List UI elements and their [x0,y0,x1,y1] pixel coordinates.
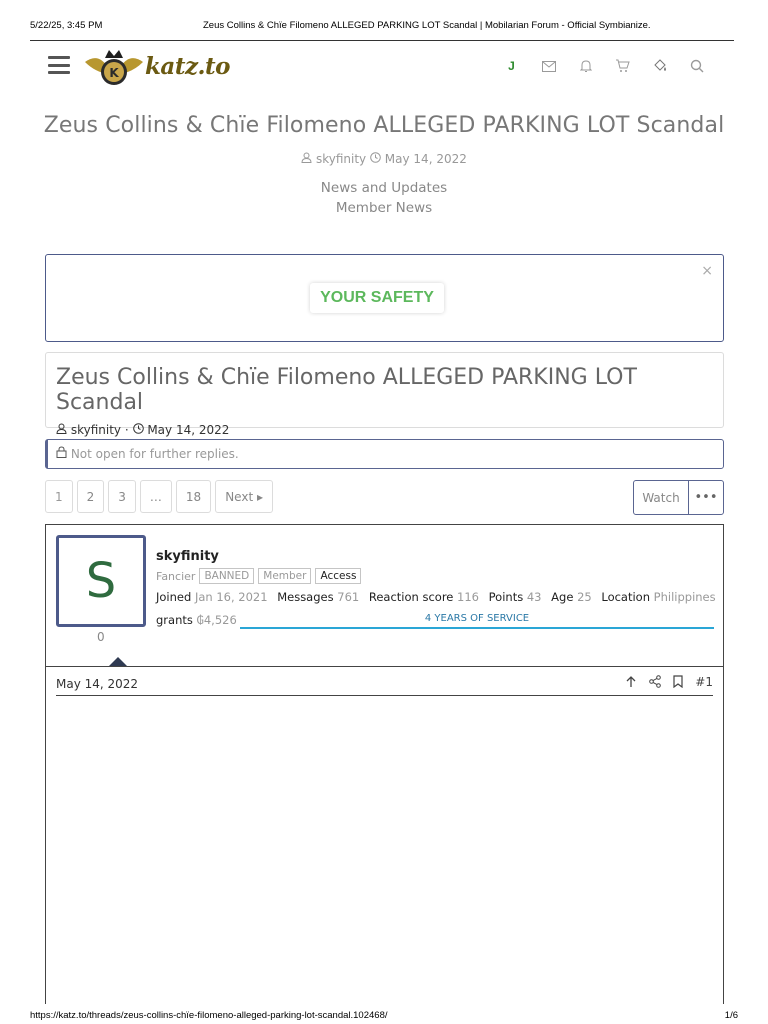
print-page-number: 1/6 [724,1010,738,1021]
ad-banner [45,254,724,342]
your-safety-button[interactable]: YOUR SAFETY [310,283,444,313]
messages-value: 761 [337,590,360,604]
site-header [45,44,723,94]
mail-icon[interactable] [530,56,567,76]
post-divider [46,666,723,667]
hero-title: Zeus Collins & Chïe Filomeno ALLEGED PARKING LOT Scandal [43,113,725,138]
site-logo[interactable] [81,44,241,92]
print-datetime: 5/22/25, 3:45 PM [30,20,103,31]
post-header-rule [56,695,713,696]
joined-value: Jan 16, 2021 [194,590,268,604]
category-link-member-news[interactable]: Member News [335,200,433,216]
page-button-18[interactable]: 18 [176,480,211,513]
grants-value: ₲4,526 [196,613,237,627]
print-header-rule [30,40,734,41]
grants-label: grants [156,613,193,627]
service-banner: 4 YEARS OF SERVICE [424,613,530,624]
page-button-2[interactable]: 2 [77,480,105,513]
page-button-3[interactable]: 3 [108,480,136,513]
reaction-label: Reaction score [368,590,454,604]
paint-bucket-icon[interactable] [641,56,678,76]
print-url: https://katz.to/threads/zeus-collins-chïe-filomeno-alleged-parking-lot-scandal.102468/ [30,1010,388,1021]
points-value: 43 [526,590,542,604]
thread-date-link[interactable]: May 14, 2022 [147,423,230,437]
print-header [0,0,768,42]
grants-row [156,613,716,629]
pagination [45,480,273,513]
post-date-link[interactable]: May 14, 2022 [56,677,139,691]
header-icon-bar [493,56,715,76]
locked-notice [45,439,724,469]
thread-title-card [45,352,724,437]
badge-banned: BANNED [199,568,254,584]
locked-notice-text: Not open for further replies. [70,447,239,461]
location-value: Philippines [653,590,716,604]
thread-actions [633,480,724,515]
age-value: 25 [577,590,592,604]
thread-meta [56,423,713,437]
page-jump-ellipsis[interactable]: … [140,480,172,513]
svg-text:K: K [109,66,119,80]
bookmark-icon[interactable] [673,675,683,692]
watch-button[interactable]: Watch [634,481,689,514]
user-icon [56,423,71,437]
bell-icon[interactable] [567,56,604,76]
post-1 [45,524,724,1004]
badge-access: Access [315,568,361,584]
reaction-value: 116 [457,590,479,604]
user-info [156,549,716,629]
points-label: Points [488,590,524,604]
logo-text: katz.to [145,53,230,80]
search-icon[interactable] [678,56,715,76]
close-icon[interactable]: × [701,263,713,279]
post-number-link[interactable]: #1 [695,675,713,689]
hero-meta [0,152,768,166]
user-title-row [156,568,716,584]
print-doc-title: Zeus Collins & Chïe Filomeno ALLEGED PARKING LOT Scandal | Mobilarian Forum - Official Symbianize. [203,20,651,31]
category-link-news-updates[interactable]: News and Updates [320,180,448,196]
lock-icon [56,447,71,461]
age-label: Age [551,590,574,604]
thread-title: Zeus Collins & Chïe Filomeno ALLEGED PARKING LOT Scandal [56,365,637,415]
hero-date[interactable]: May 14, 2022 [384,152,467,166]
user-title: Fancier [156,569,196,583]
user-icon [301,152,316,166]
clock-icon [370,152,385,166]
thread-hero [0,113,768,218]
service-banner-line [240,627,714,629]
meta-separator: · [124,423,129,437]
post-actions [625,675,713,692]
menu-icon[interactable] [48,56,70,74]
user-avatar-initial[interactable]: J [508,59,515,73]
location-label: Location [601,590,650,604]
hero-categories [0,178,768,218]
thread-author-link[interactable]: skyfinity [70,423,122,437]
share-icon[interactable] [649,675,661,692]
post-arrow [109,657,127,666]
badge-member: Member [258,568,311,584]
cart-icon[interactable] [604,56,641,76]
more-options-button[interactable]: ••• [694,490,718,505]
joined-label: Joined [156,590,192,604]
username-link[interactable]: skyfinity [156,549,219,564]
next-page-button[interactable]: Next ▸ [215,480,273,513]
clock-icon [133,423,148,437]
messages-label: Messages [277,590,334,604]
page-button-1[interactable]: 1 [45,480,73,513]
arrow-up-icon[interactable] [625,675,637,692]
avatar[interactable]: S [56,535,146,627]
user-stats [156,590,716,604]
avatar-count: 0 [97,630,105,644]
hero-author-link[interactable]: skyfinity [315,152,367,166]
logo-emblem-icon [81,44,147,92]
